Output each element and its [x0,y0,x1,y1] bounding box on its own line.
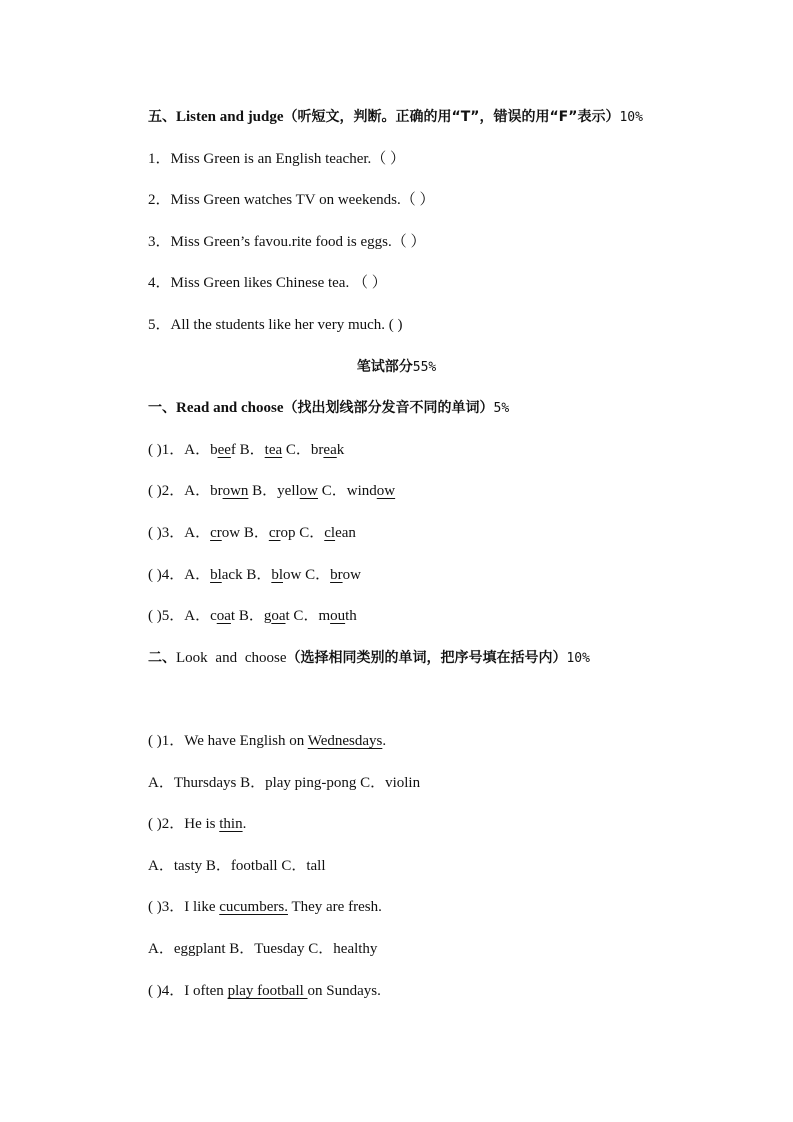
judge-item-2: 2．Miss Green watches TV on weekends.（ ） [148,192,435,208]
underlined-letters: cl [324,525,336,541]
section-score: 10% [566,651,590,666]
judge-item-4: 4．Miss Green likes Chinese tea. （ ） [148,275,387,291]
category-options-3: A．eggplant B．Tuesday C．healthy [148,941,378,957]
phonics-row-1: ( )1．A．beef B．tea C．break [148,442,345,458]
underlined-letters: cr [268,525,281,541]
phonics-row-4: ( )4．A．black B．blow C．brow [148,567,361,583]
written-title: 笔试部分 [356,359,413,375]
underlined-word: thin [219,816,243,832]
underlined-letters: bl [271,567,283,583]
section-title-en: Listen and judge [176,109,284,125]
category-question-4: ( )4．I often play football on Sundays. [148,983,381,999]
section-prefix: 二、 [148,650,176,666]
phonics-row-3: ( )3．A．crow B．crop C．clean [148,525,356,541]
category-options-2: A．tasty B．football C．tall [148,858,326,874]
underlined-letters: bl [210,567,222,583]
underlined-word: play football [227,983,308,999]
section-look-choose-heading [148,648,590,669]
section-title-cn: （选择相同类别的单词，把序号填在括号内） [286,650,567,666]
section-score: 5% [493,401,510,416]
section-title-cn: （找出划线部分发音不同的单词） [283,400,494,416]
section-title-cn: （听短文，判断。正确的用“T”，错误的用“F”表示） [283,109,620,125]
underlined-letters: oa [216,608,231,624]
section-read-choose-heading [148,398,509,419]
phonics-row-2: ( )2．A．brown B．yellow C．window [148,483,396,499]
underlined-letters: own [222,483,249,499]
underlined-letters: tea [264,442,283,458]
underlined-word: cucumbers. [219,899,288,915]
category-question-3: ( )3．I like cucumbers. They are fresh. [148,899,382,915]
underlined-letters: oa [271,608,286,624]
section-listen-judge-heading [148,107,643,128]
written-score: 55% [412,360,437,375]
category-options-1: A．Thursdays B．play ping-pong C．violin [148,775,421,791]
judge-item-1: 1．Miss Green is an English teacher.（ ） [148,151,406,167]
underlined-letters: cr [210,525,222,541]
section-prefix: 五、 [148,109,176,125]
written-part-title [0,357,793,378]
judge-item-3: 3．Miss Green’s favou.rite food is eggs.（ ） [148,234,426,250]
phonics-row-5: ( )5．A．coat B．goat C．mouth [148,608,357,624]
underlined-letters: ea [323,442,337,458]
category-question-1: ( )1．We have English on Wednesdays. [148,733,387,749]
section-prefix: 一、 [148,400,176,416]
underlined-letters: ee [217,442,231,458]
judge-item-5: 5．All the students like her very much. ( ) [148,317,403,333]
underlined-word: Wednesdays [307,733,383,749]
category-question-2: ( )2．He is thin. [148,816,247,832]
underlined-letters: ow [299,483,319,499]
underlined-letters: ou [330,608,346,624]
section-score: 10% [619,110,643,125]
underlined-letters: ow [376,483,396,499]
section-title-en: Look and choose [176,650,287,666]
underlined-letters: br [330,567,343,583]
section-title-en: Read and choose [176,400,284,416]
